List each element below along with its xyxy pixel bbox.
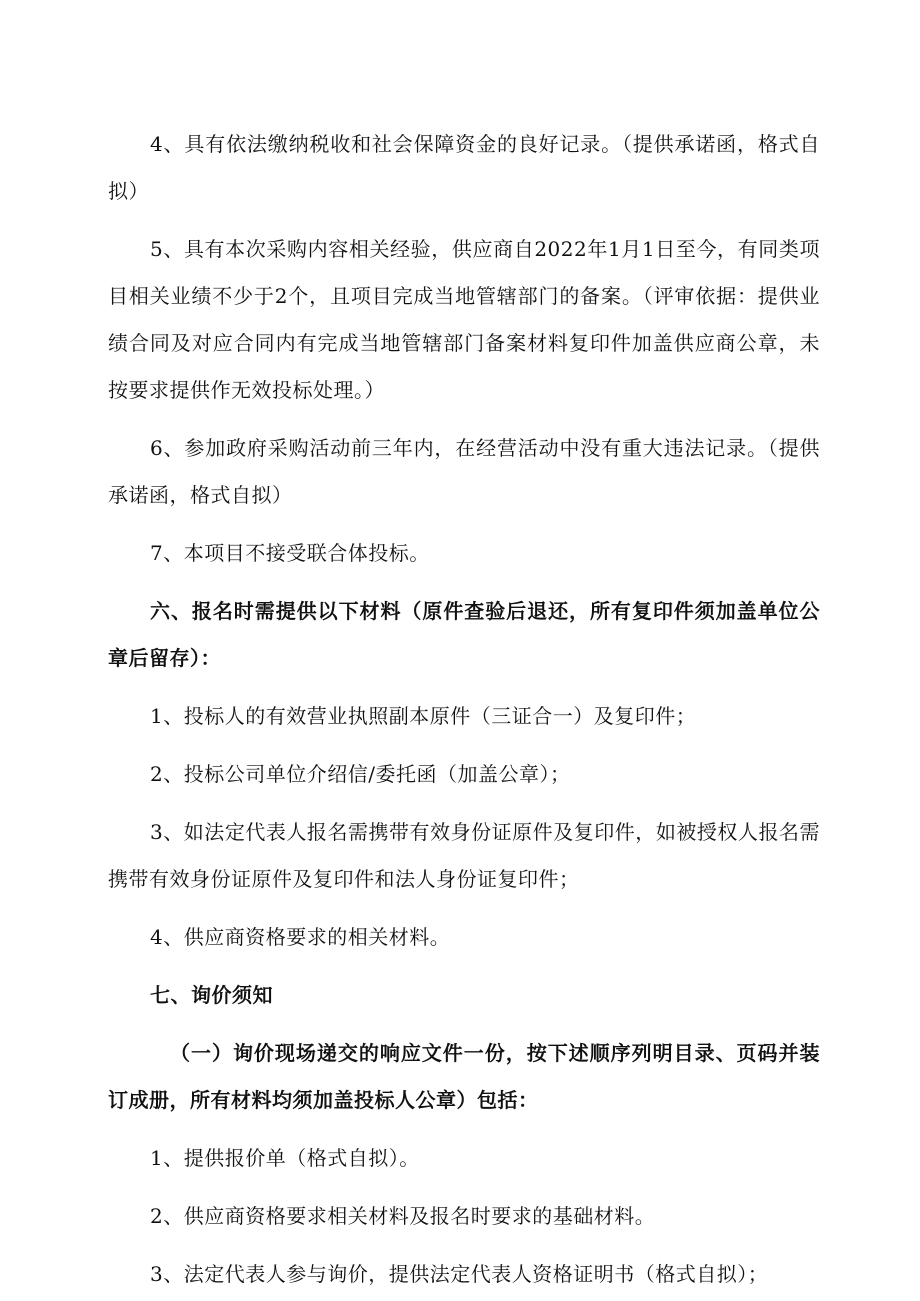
paragraph-material-3: 3、如法定代表人报名需携带有效身份证原件及复印件，如被授权人报名需携带有效身份证原件及复印件和法人身份证复印件； [108,820,820,891]
paragraph-requirement-7: 7、本项目不接受联合体投标。 [150,541,430,565]
document-body [108,121,820,1298]
paragraph-material-4: 4、供应商资格要求的相关材料。 [150,925,451,949]
section-heading-6: 六、报名时需提供以下材料（原件查验后退还，所有复印件须加盖单位公章后留存）： [108,599,820,670]
paragraph-document-1: 1、提供报价单（格式自拟）。 [150,1146,420,1170]
paragraph-material-1: 1、投标人的有效营业执照副本原件（三证合一）及复印件； [150,704,697,728]
paragraph-requirement-4: 4、具有依法缴纳税收和社会保障资金的良好记录。（提供承诺函，格式自拟） [108,132,820,203]
paragraph-requirement-5: 5、具有本次采购内容相关经验，供应商自2022年1月1日至今，有同类项目相关业绩不少于2个，且项目完成当地管辖部门的备案。（评审依据：提供业绩合同及对应合同内有完成当地管辖部门备案材料复印件加盖供应商公章，未按要求提供作无效投标处理。） [108,237,820,402]
paragraph-document-3: 3、法定代表人参与询价，提供法定代表人资格证明书（格式自拟）； [150,1262,769,1286]
paragraph-document-2: 2、供应商资格要求相关材料及报名时要求的基础材料。 [150,1204,656,1228]
paragraph-requirement-6: 6、参加政府采购活动前三年内，在经营活动中没有重大违法记录。（提供承诺函，格式自拟） [108,436,820,507]
subsection-heading-1: （一）询价现场递交的响应文件一份，按下述顺序列明目录、页码并装订成册，所有材料均须加盖投标人公章）包括： [108,1041,820,1112]
paragraph-material-2: 2、投标公司单位介绍信/委托函（加盖公章）； [150,762,571,786]
section-heading-7: 七、询价须知 [150,983,273,1007]
